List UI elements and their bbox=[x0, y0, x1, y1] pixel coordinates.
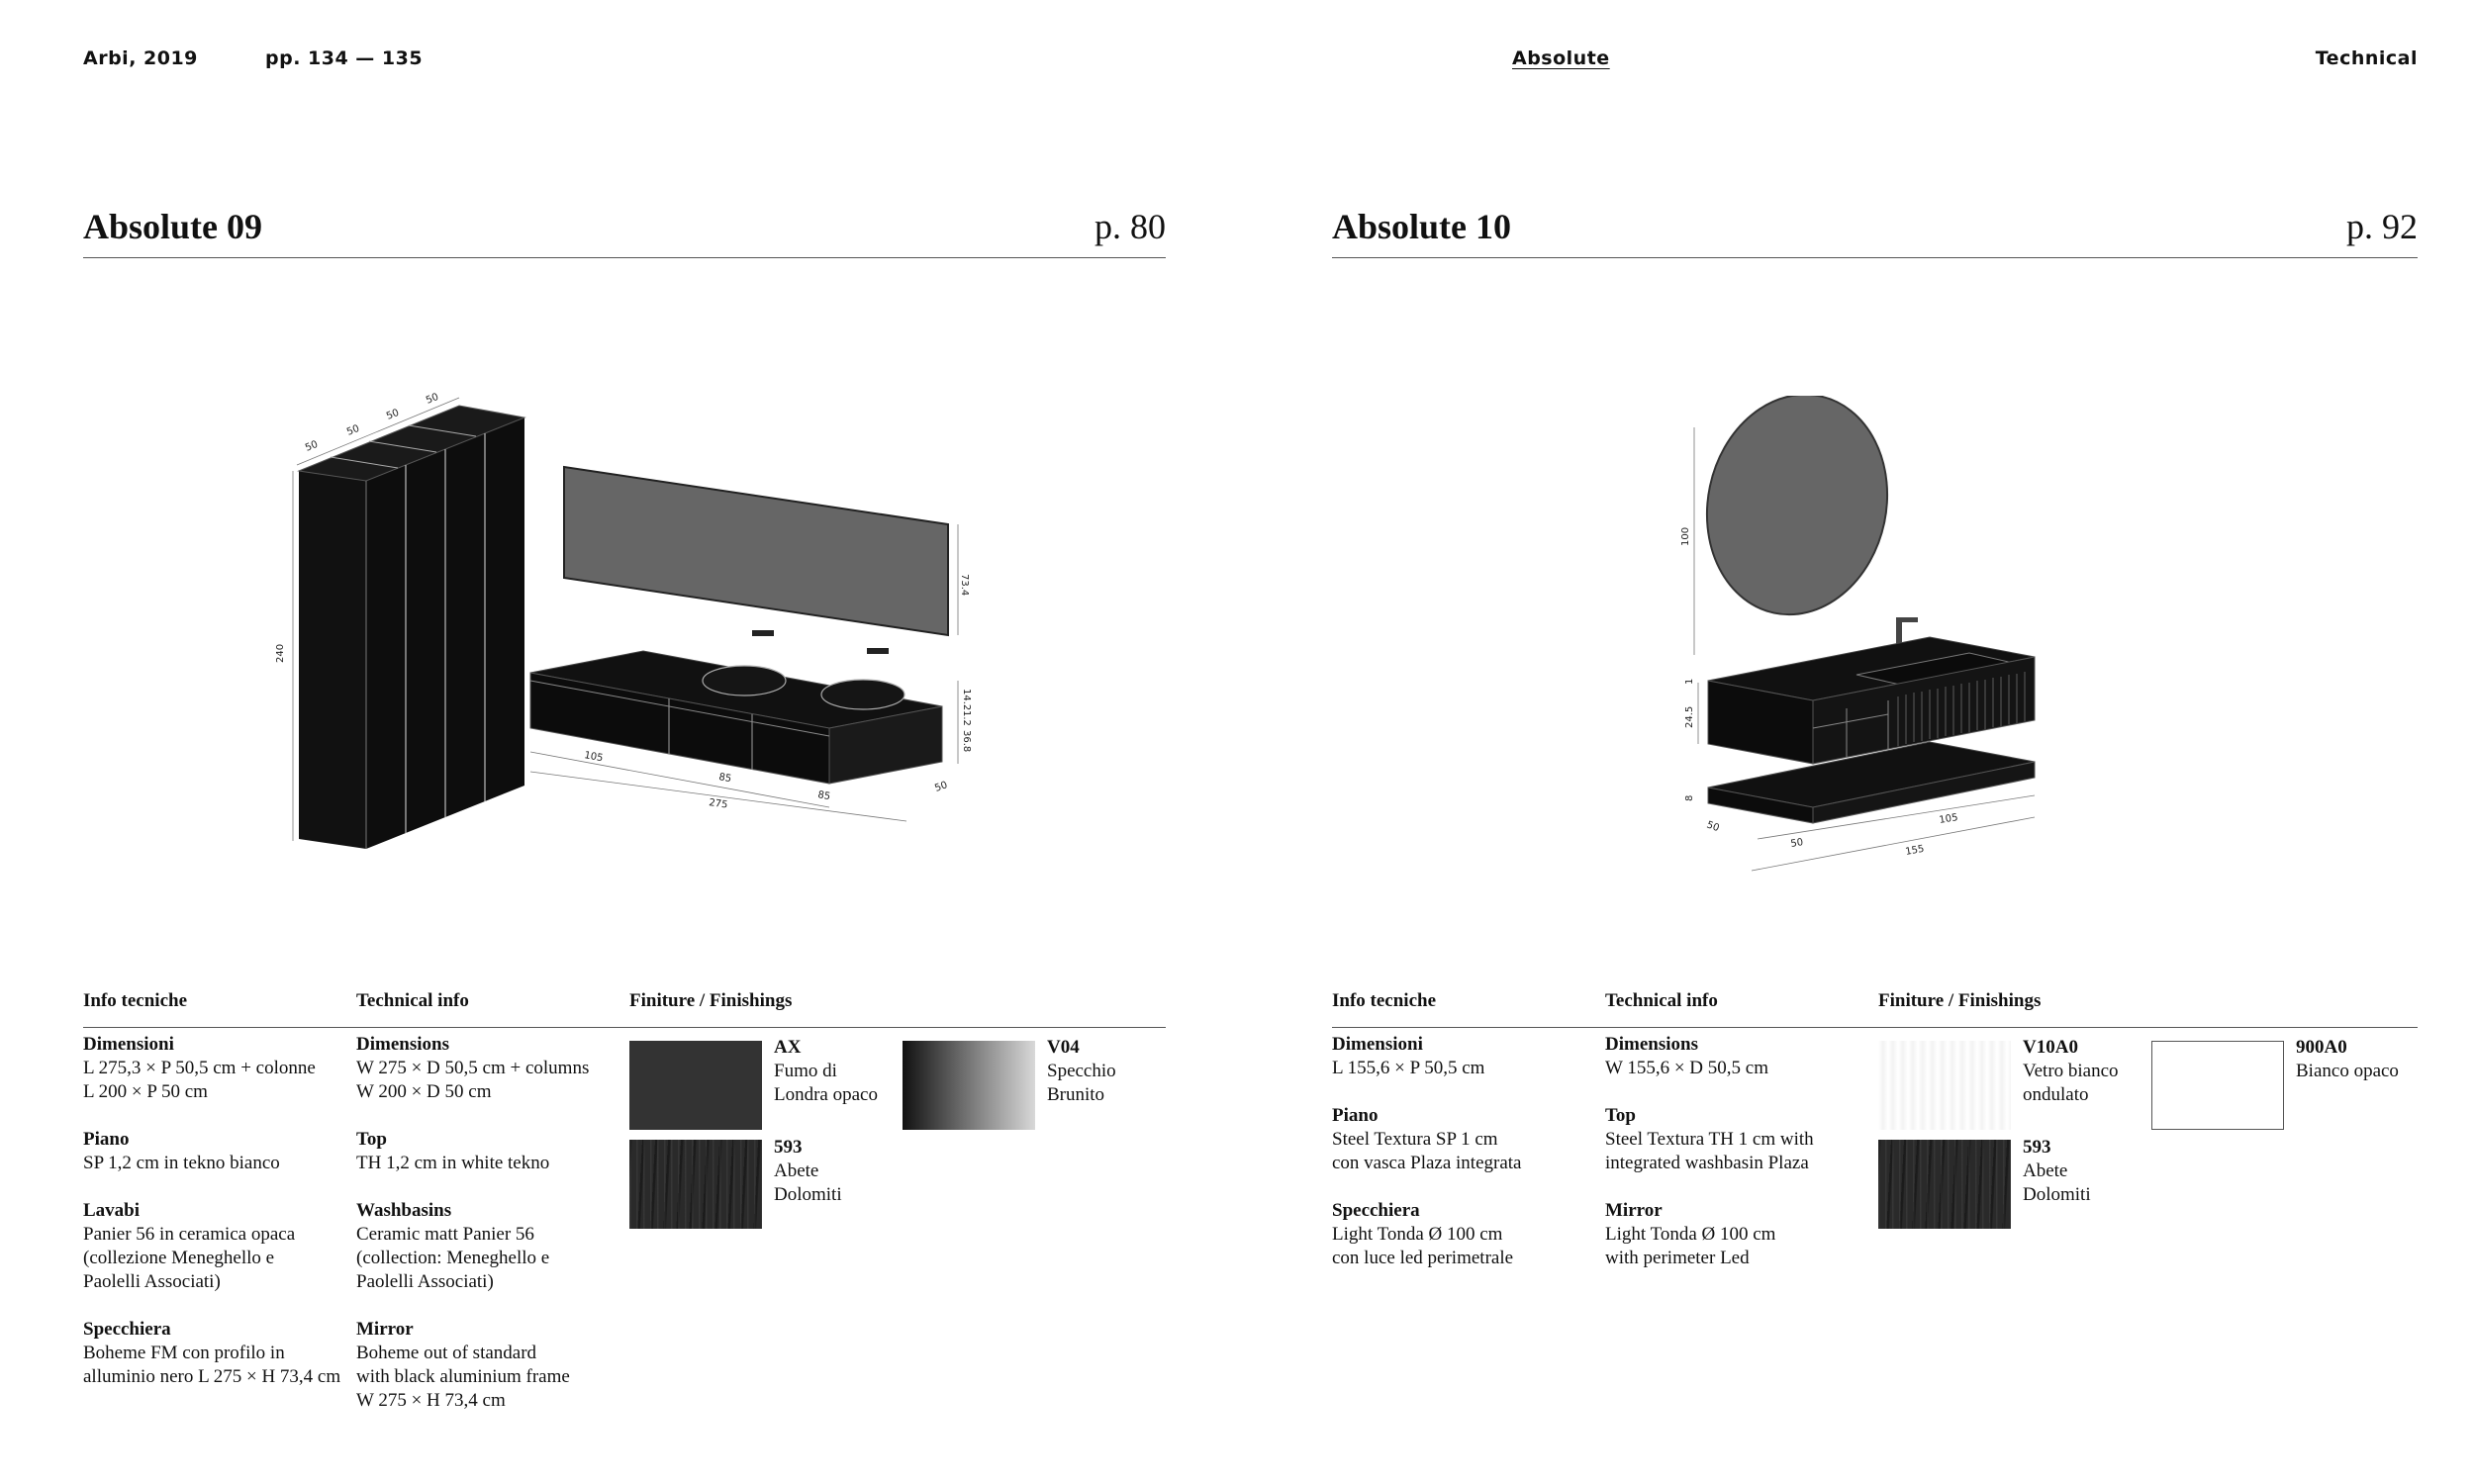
spec-value: Boheme out of standard with black aluminium frame W 275 × H 73,4 cm bbox=[356, 1343, 570, 1411]
spec-value: Panier 56 in ceramica opaca (collezione Meneghello e Paolelli Associati) bbox=[83, 1224, 296, 1292]
spec-block bbox=[83, 1318, 350, 1389]
dim-total-width: 275 bbox=[708, 797, 729, 811]
spec-block bbox=[1332, 1104, 1599, 1175]
dim-mirror-diameter: 100 bbox=[1680, 526, 1691, 546]
tech-col-it bbox=[1332, 1033, 1599, 1294]
floating-shelf bbox=[1708, 742, 2035, 823]
spec-value: SP 1,2 cm in tekno bianco bbox=[83, 1153, 280, 1173]
spec-label: Dimensions bbox=[356, 1034, 449, 1055]
category-label: Technical bbox=[2315, 47, 2418, 69]
round-mirror bbox=[1687, 396, 1908, 631]
spec-label: Top bbox=[1605, 1105, 1636, 1126]
dim-vanity-side-1: 14.2 bbox=[961, 689, 972, 711]
spec-value: Light Tonda Ø 100 cm con luce led perimetrale bbox=[1332, 1224, 1514, 1268]
spec-block bbox=[356, 1033, 623, 1104]
spec-value: Light Tonda Ø 100 cm with perimeter Led bbox=[1605, 1224, 1776, 1268]
spec-value: Steel Textura TH 1 cm with integrated washbasin Plaza bbox=[1605, 1129, 1814, 1173]
spec-block bbox=[1605, 1199, 1872, 1270]
finish-code: AX bbox=[774, 1037, 802, 1058]
dim-vanity-side-3: 36.8 bbox=[961, 730, 972, 753]
product-title-right: Absolute 10 bbox=[1332, 207, 1512, 246]
finish-name: Specchio Brunito bbox=[1047, 1061, 1116, 1105]
dim-shelf-height: 8 bbox=[1684, 794, 1695, 801]
dim-total-width: 155 bbox=[1904, 843, 1926, 858]
spec-label: Dimensions bbox=[1605, 1034, 1698, 1055]
finish-swatch-900a0 bbox=[2151, 1041, 2284, 1130]
spec-value: L 275,3 × P 50,5 cm + colonne L 200 × P 50 cm bbox=[83, 1058, 316, 1102]
spec-label: Top bbox=[356, 1129, 387, 1150]
product-drawing-absolute-10 bbox=[1672, 396, 2068, 881]
spec-block bbox=[356, 1128, 623, 1175]
finish-code: 593 bbox=[2023, 1137, 2051, 1158]
finish-swatch-593 bbox=[1878, 1140, 2011, 1229]
tap-icon bbox=[867, 648, 889, 654]
dim-vanity-side-2: 1 bbox=[1684, 678, 1695, 685]
spec-block bbox=[83, 1199, 350, 1294]
col-head-technical-info: Technical info bbox=[1605, 990, 1718, 1011]
tech-col-it bbox=[83, 1033, 350, 1413]
spec-label: Lavabi bbox=[83, 1200, 141, 1221]
dim-part-2: 105 bbox=[1938, 812, 1959, 826]
dim-mirror-height: 73.4 bbox=[959, 574, 970, 597]
spec-value: W 275 × D 50,5 cm + columns W 200 × D 50 cm bbox=[356, 1058, 590, 1102]
tech-rule bbox=[1332, 1027, 2418, 1028]
dim-depth: 50 bbox=[933, 780, 949, 794]
spec-block bbox=[1332, 1033, 1599, 1080]
finish-code: V04 bbox=[1047, 1037, 1080, 1058]
page-ref-left: p. 80 bbox=[1094, 207, 1166, 246]
finish-name: Vetro bianco ondulato bbox=[2023, 1061, 2119, 1105]
tech-info-left bbox=[83, 989, 1166, 1425]
spec-label: Mirror bbox=[1605, 1200, 1663, 1221]
title-rule-left bbox=[83, 257, 1166, 258]
page-ref-right: p. 92 bbox=[2346, 207, 2418, 246]
dim-drawer-1: 105 bbox=[583, 750, 605, 765]
dim-vanity-side-2: 1.2 bbox=[961, 710, 972, 726]
col-head-info-tecniche: Info tecniche bbox=[83, 990, 188, 1011]
finish-code: 593 bbox=[774, 1137, 803, 1158]
finish-name: Abete Dolomiti bbox=[2023, 1160, 2091, 1205]
dim-col-height: 240 bbox=[275, 643, 286, 663]
finish-swatch-v04 bbox=[903, 1041, 1035, 1130]
spec-value: TH 1,2 cm in white tekno bbox=[356, 1153, 550, 1173]
finish-code: 900A0 bbox=[2296, 1037, 2347, 1058]
dim-col-width-4: 50 bbox=[425, 391, 440, 407]
col-head-finishes: Finiture / Finishings bbox=[629, 990, 793, 1011]
finish-name: Abete Dolomiti bbox=[774, 1160, 842, 1205]
dim-depth: 50 bbox=[1704, 819, 1721, 835]
spec-label: Washbasins bbox=[356, 1200, 452, 1221]
spec-block bbox=[1605, 1104, 1872, 1175]
dim-vanity-side-1: 24.5 bbox=[1684, 705, 1695, 728]
col-head-finishes: Finiture / Finishings bbox=[1878, 990, 2042, 1011]
finish-code: V10A0 bbox=[2023, 1037, 2078, 1058]
dim-col-width-1: 50 bbox=[304, 438, 320, 454]
spec-block bbox=[356, 1318, 623, 1413]
publication-label: Arbi, 2019 bbox=[83, 47, 198, 69]
spec-value: Boheme FM con profilo in alluminio nero L 275 × H 73,4 cm bbox=[83, 1343, 341, 1387]
tech-col-en bbox=[356, 1033, 623, 1437]
rectangular-mirror bbox=[564, 467, 948, 635]
vanity-unit bbox=[1708, 637, 2035, 764]
spec-label: Piano bbox=[83, 1129, 130, 1150]
dim-drawer-2: 85 bbox=[717, 772, 732, 786]
finish-name: Fumo di Londra opaco bbox=[774, 1061, 878, 1105]
section-link-absolute[interactable]: Absolute bbox=[1512, 47, 1610, 69]
tech-info-right bbox=[1332, 989, 2418, 1425]
dim-col-width-2: 50 bbox=[345, 422, 361, 438]
spec-value: Steel Textura SP 1 cm con vasca Plaza integrata bbox=[1332, 1129, 1522, 1173]
tap-icon bbox=[752, 630, 774, 636]
spec-value: Ceramic matt Panier 56 (collection: Meneghello e Paolelli Associati) bbox=[356, 1224, 550, 1292]
col-head-info-tecniche: Info tecniche bbox=[1332, 990, 1437, 1011]
col-head-technical-info: Technical info bbox=[356, 990, 469, 1011]
finish-swatch-v10a0 bbox=[1878, 1041, 2011, 1130]
spec-label: Dimensioni bbox=[1332, 1034, 1423, 1055]
spec-block bbox=[83, 1033, 350, 1104]
spec-block bbox=[356, 1199, 623, 1294]
spec-block bbox=[1605, 1033, 1872, 1080]
spec-block bbox=[83, 1128, 350, 1175]
tech-col-en bbox=[1605, 1033, 1872, 1294]
spec-label: Piano bbox=[1332, 1105, 1379, 1126]
spec-value: L 155,6 × P 50,5 cm bbox=[1332, 1058, 1485, 1078]
finish-swatch-ax bbox=[629, 1041, 762, 1130]
dim-part-1: 50 bbox=[1789, 837, 1805, 850]
spec-label: Specchiera bbox=[83, 1319, 171, 1340]
tech-rule bbox=[83, 1027, 1166, 1028]
spec-value: W 155,6 × D 50,5 cm bbox=[1605, 1058, 1768, 1078]
title-rule-right bbox=[1332, 257, 2418, 258]
spec-label: Specchiera bbox=[1332, 1200, 1420, 1221]
dim-col-width-3: 50 bbox=[385, 407, 401, 422]
tall-columns bbox=[299, 406, 524, 849]
spec-block bbox=[1332, 1199, 1599, 1270]
finish-name: Bianco opaco bbox=[2296, 1061, 2399, 1081]
page-range: pp. 134 — 135 bbox=[265, 47, 424, 69]
dim-drawer-3: 85 bbox=[816, 789, 831, 803]
product-title-left: Absolute 09 bbox=[83, 207, 263, 246]
spec-label: Dimensioni bbox=[83, 1034, 174, 1055]
finish-swatch-593 bbox=[629, 1140, 762, 1229]
product-drawing-absolute-09 bbox=[257, 376, 1009, 871]
spec-label: Mirror bbox=[356, 1319, 414, 1340]
